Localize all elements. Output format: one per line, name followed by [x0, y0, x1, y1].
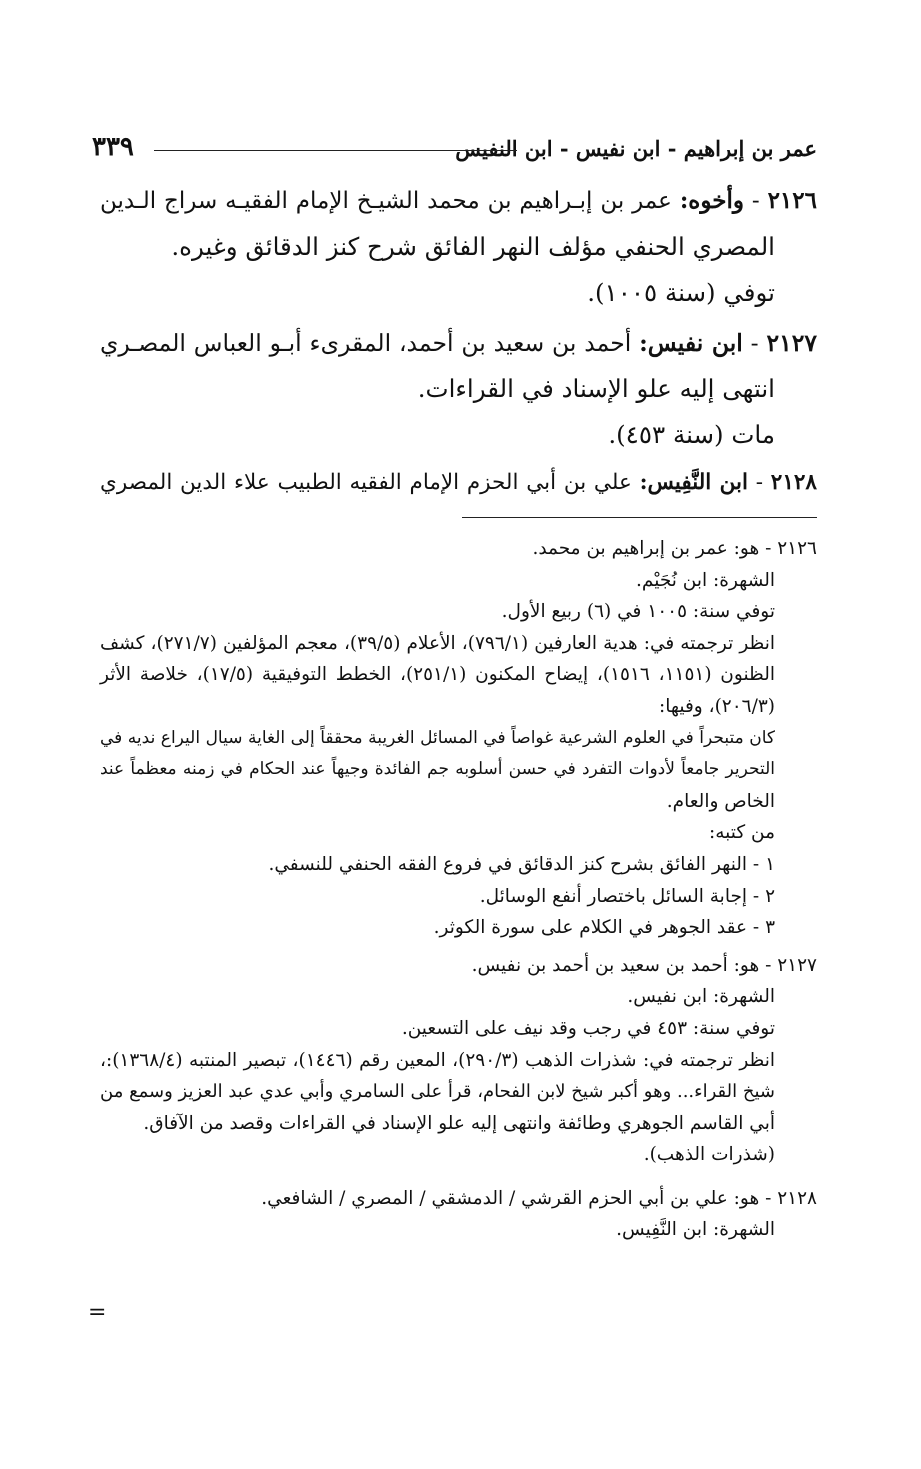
- footnote-head: ٢١٢٦ - هو: عمر بن إبراهيم بن محمد.: [532, 538, 817, 559]
- footnote-quote: الخاص والعام.: [666, 790, 775, 812]
- footnote-fame: الشهرة: ابن نُجَيْم.: [636, 569, 775, 591]
- footnote-source: (شذرات الذهب).: [643, 1144, 775, 1166]
- entry-line: المصري الحنفي مؤلف النهر الفائق شرح كنز الدقائق وغيره.: [171, 232, 775, 261]
- footnote-quote: التحرير جامعاً لأدوات التفرد في حسن أسلوبه جم الفائدة وجيهاً عند الحكام في زمنه معظماً عند: [100, 759, 775, 780]
- entry-2128: [100, 460, 817, 506]
- footnote-death: توفي سنة: ١٠٠٥ في (٦) ربيع الأول.: [501, 601, 775, 623]
- entry-title: ابن نفيس:: [639, 329, 743, 357]
- entry-line: انتهى إليه علو الإسناد في القراءات.: [417, 374, 775, 403]
- footnote-books-head: من كتبه:: [709, 822, 775, 844]
- page-number: ٣٣٩: [92, 132, 134, 162]
- entry-first-line: ٢١٢٦ - وأخوه: عمر بن إبـراهيم بن محمد الشيـخ الإمام الفقيـه سراج الـدين: [100, 187, 817, 214]
- entry-title: وأخوه:: [679, 187, 744, 214]
- footnote-quote: كان متبحراً في العلوم الشرعية غواصاً في المسائل الغريبة محققاً إلى الغاية سيال اليراع نديه في: [100, 727, 775, 748]
- entry-number: ٢١٢٧: [766, 329, 817, 357]
- running-title: عمر بن إبراهيم - ابن نفيس - ابن النفيس: [455, 136, 817, 161]
- entry-number: ٢١٢٦: [767, 187, 817, 214]
- footnote-book: ١ - النهر الفائق بشرح كنز الدقائق في فروع الفقه الحنفي للنسفي.: [268, 853, 775, 875]
- header-rule: [154, 150, 517, 151]
- footnotes: [100, 533, 817, 1246]
- entry-number: ٢١٢٨: [770, 470, 817, 495]
- entry-text: أحمد بن سعيد بن أحمد، المقرىء أبـو العباس المصـري: [100, 329, 632, 357]
- entry-first-line: ٢١٢٧ - ابن نفيس: أحمد بن سعيد بن أحمد، المقرىء أبـو العباس المصـري: [100, 329, 817, 357]
- footnote-book: ٣ - عقد الجوهر في الكلام على سورة الكوثر.: [433, 917, 775, 939]
- spacer: [100, 1171, 817, 1183]
- entry-death: توفي (سنة ١٠٠٥).: [587, 278, 775, 307]
- footnote-refs: انظر ترجمته في: شذرات الذهب (٢٩٠/٣)، المعين رقم (١٤٤٦)، تبصير المنتبه (١٣٦٨/٤):،: [100, 1049, 775, 1071]
- entry-text: عمر بن إبـراهيم بن محمد الشيـخ الإمام الفقيـه سراج الـدين: [100, 188, 672, 214]
- entry-first-line: ٢١٢٨ - ابن النَّفِيس: علي بن أبي الحزم الإمام الفقيه الطبيب علاء الدين المصري: [100, 470, 817, 495]
- footnote-fame: الشهرة: ابن النَّفِيس.: [616, 1219, 775, 1241]
- footnote-refs: (٢٠٦/٣)، وفيها:: [658, 695, 775, 717]
- footnote-head: ٢١٢٧ - هو: أحمد بن سعيد بن أحمد بن نفيس.: [471, 954, 817, 976]
- footnote-quote: أبي القاسم الجوهري وطائفة وانتهى إليه علو الإسناد في القراءات وقصد من الآفاق.: [143, 1112, 775, 1134]
- footnote-head: ٢١٢٨ - هو: علي بن أبي الحزم القرشي / الدمشقي / المصري / الشافعي.: [261, 1187, 817, 1209]
- footnote-book: ٢ - إجابة السائل باختصار أنفع الوسائل.: [479, 885, 775, 907]
- footnote-refs: الظنون (١١٥١، ١٥١٦)، إيضاح المكنون (٢٥١/١)، الخطط التوفيقية (١٧/٥)، خلاصة الأثر: [100, 664, 775, 686]
- entry-2127: [100, 320, 817, 458]
- footnote-separator: [462, 517, 817, 518]
- footnote-quote: شيخ القراء... وهو أكبر شيخ لابن الفحام، قرأ على السامري وأبي عدي عبد العزيز وسمع من: [100, 1081, 775, 1103]
- footnote-refs: انظر ترجمته في: هدية العارفين (٧٩٦/١)، الأعلام (٣٩/٥)، معجم المؤلفين (٢٧١/٧)، كشف: [100, 632, 776, 654]
- entry-2126: [100, 178, 817, 316]
- continuation-marker: =: [88, 1300, 107, 1325]
- footnote-fame: الشهرة: ابن نفيس.: [627, 986, 775, 1008]
- running-header: [92, 132, 817, 166]
- entry-text: علي بن أبي الحزم الإمام الفقيه الطبيب علاء الدين المصري: [100, 470, 632, 495]
- entry-death: مات (سنة ٤٥٣).: [608, 420, 775, 449]
- entry-title: ابن النَّفِيس:: [639, 470, 749, 495]
- footnote-death: توفي سنة: ٤٥٣ في رجب وقد نيف على التسعين.: [401, 1017, 775, 1039]
